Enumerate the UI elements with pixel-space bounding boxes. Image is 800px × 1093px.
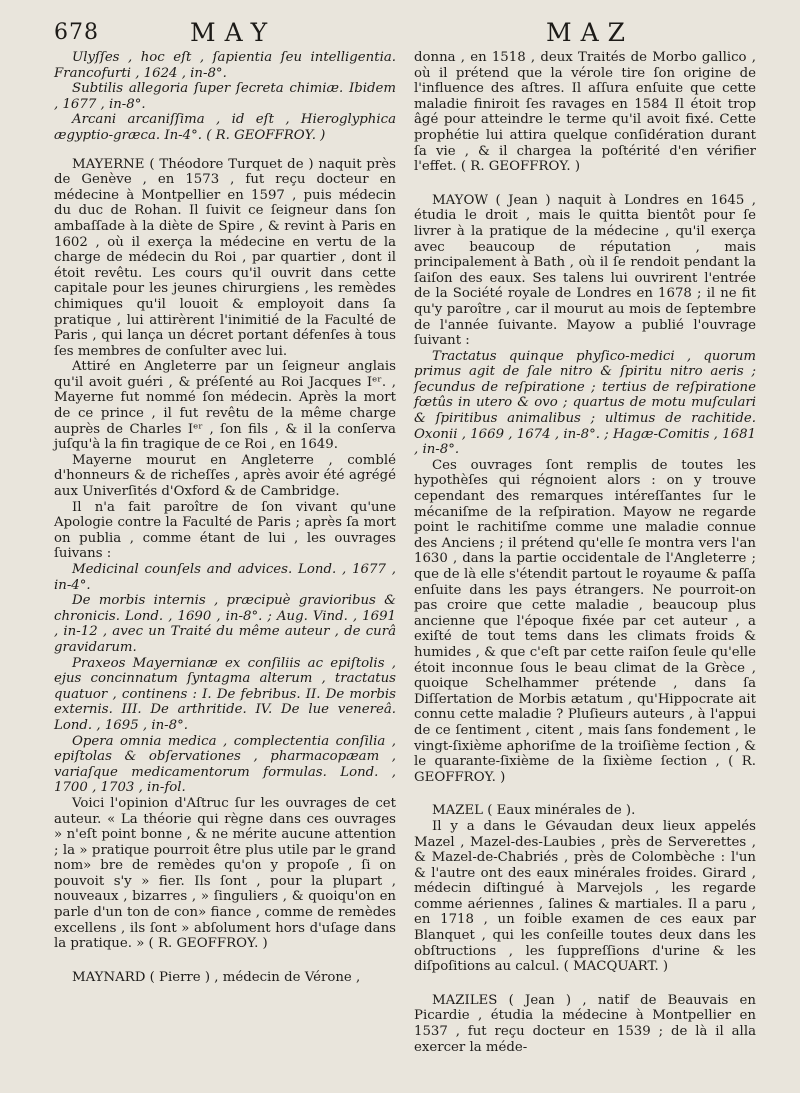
entry-paragraph: MAYOW ( Jean ) naquit à Londres en 1645 , étudia le droit , mais le quitta bientôt pour ſe livrer à la pratique de la médecine , qu'il exerça avec beaucoup de réputation , mais principalement à Bath , où il ſe rendoit pendant la ſaiſon des eaux. Ses talens lui ouvrirent l'entrée de la Société royale de Londres en 1678 ; il ne fit qu'y paroître , car il mourut au mois de ſeptembre de l'année ſuivante. Mayow a publié l'ouvrage ſuivant : bbox=[414, 192, 756, 349]
bibliography-item: Praxeos Mayernianæ ex conſiliis ac epiſtolis , ejus concinnatum ſyntagma alterum , tractatus quatuor , continens : I. De febribus. II. De morbis externis. III. De arthritide. IV. De lue venereâ. Lond. , 1695 , in-8°. bbox=[54, 655, 396, 733]
entry-paragraph: MAZILES ( Jean ) , natif de Beauvais en Picardie , étudia la médecine à Montpellier en 1537 , fut reçu docteur en 1539 ; de là il alla exercer la méde- bbox=[414, 992, 756, 1055]
entry-paragraph: MAYERNE ( Théodore Turquet de ) naquit près de Genève , en 1573 , fut reçu docteur en médecine à Montpellier en 1597 , puis médecin du duc de Rohan. Il ſuivit ce ſeigneur dans ſon ambaſſade à la diète de Spire , & revint à Paris en 1602 , où il exerça la médecine en vertu de la charge de médecin du Roi , par quartier , dont il étoit revêtu. Les cours qu'il ouvrit dans cette capitale pour les jeunes chirurgiens , les remèdes chimiques qu'il louoit & employoit dans ſa pratique , lui attirèrent l'inimitié de la Faculté de Paris , qui lança un décret portant défenſes à tous ſes membres de conſulter avec lui. bbox=[54, 156, 396, 359]
text-paragraph: Il y a dans le Gévaudan deux lieux appelés Mazel , Mazel-des-Laubies , près de Serverettes , & Mazel-de-Chabriés , près de Colombèche : l'un & l'autre ont des eaux minérales froides. Girard , médecin diſtingué à Marvejols , les regarde comme aériennes , ſalines & martiales. Il a paru , en 1718 , un foible examen de ces eaux par Blanquet , qui les conſeille toutes deux dans les obſtructions , les ſuppreſſions d'urine & les diſpoſitions au calcul. ( MACQUART. ) bbox=[414, 818, 756, 975]
bibliography-item: Medicinal counſels and advices. Lond. , 1677 , in-4°. bbox=[54, 562, 396, 593]
spacer bbox=[414, 975, 756, 993]
bibliography-item: Ulyſſes , hoc eſt , ſapientia ſeu intelligentia. Francofurti , 1624 , in-8°. bbox=[54, 50, 396, 81]
bibliography-item: Subtilis allegoria ſuper ſecreta chimiæ. Ibidem , 1677 , in-8°. bbox=[54, 81, 396, 112]
spacer bbox=[54, 144, 396, 157]
left-column bbox=[54, 50, 396, 985]
right-column bbox=[414, 50, 756, 1055]
entry-paragraph: MAYNARD ( Pierre ) , médecin de Vérone , bbox=[72, 969, 361, 985]
running-head-right: MAZ bbox=[546, 18, 635, 47]
text-paragraph: Mayerne mourut en Angleterre , comblé d'honneurs & de richeſſes , après avoir été agrégé aux Univerſités d'Oxford & de Cambridge. bbox=[54, 452, 396, 500]
page-number: 678 bbox=[54, 20, 99, 45]
spacer bbox=[414, 175, 756, 193]
bibliography-item: De morbis internis , præcipuè gravioribus & chronicis. Lond. , 1690 , in-8°. ; Aug. Vind. , 1691 , in-12 , avec un Traité du même auteur , de curâ gravidarum. bbox=[54, 593, 396, 655]
spacer bbox=[414, 785, 756, 803]
spacer bbox=[54, 952, 396, 970]
bibliography-item: Arcani arcaniſſima , id eſt , Hieroglyphica ægyptio-græca. In-4°. ( R. GEOFFROY. ) bbox=[54, 112, 396, 143]
bibliography-item: Tractatus quinque phyſico-medici , quorum primus agit de ſale nitro & ſpiritu nitro aeris ; ſecundus de reſpiratione ; tertius de reſpiratione fœtûs in utero & ovo ; quartus de motu muſculari & ſpiritibus animalibus ; ultimus de rachitide. Oxonii , 1669 , 1674 , in-8°. ; Hagæ-Comitis , 1681 , in-8°. bbox=[414, 348, 756, 458]
text-paragraph: Voici l'opinion d'Aſtruc ſur les ouvrages de cet auteur. « La théorie qui règne dans ces ouvrages » n'eſt point bonne , & ne mérite aucune attention ; la » pratique pourroit être plus utile par le grand nom» bre de remèdes qu'on y propoſe , ſi on pouvoit s'y » fier. Ils ſont , pour la plupart , nouveaux , bizarres , » ſinguliers , & quoiqu'on en parle d'un ton de con» fiance , comme de remèdes excellens , ils ſont » abſolument hors d'uſage dans la pratique. » ( R. GEOFFROY. ) bbox=[54, 795, 396, 952]
text-paragraph: donna , en 1518 , deux Traités de Morbo gallico , où il prétend que la vérole tire ſon origine de l'influence des aſtres. Il aſſura enſuite que cette maladie finiroit ſes ravages en 1584 Il étoit trop âgé pour atteindre le terme qu'il avoit fixé. Cette prophétie lui attira quelque conſidération durant ſa vie , & il chargea la poſtérité d'en vérifier l'effet. ( R. GEOFFROY. ) bbox=[414, 50, 756, 175]
entry-paragraph: MAZEL ( Eaux minérales de ). bbox=[432, 803, 636, 819]
bibliography-item: Opera omnia medica , complectentia conſilia , epiſtolas & obſervationes , pharmacopæam , variaſque medicamentorum formulas. Lond. , 1700 , 1703 , in-fol. bbox=[54, 733, 396, 796]
text-paragraph: Il n'a fait paroître de ſon vivant qu'une Apologie contre la Faculté de Paris ; après ſa mort on publia , comme étant de lui , les ouvrages ſuivans : bbox=[54, 499, 396, 562]
running-head-left: MAY bbox=[190, 18, 277, 47]
text-paragraph: Attiré en Angleterre par un ſeigneur anglais qu'il avoit guéri , & préſenté au Roi Jacques Iᵉʳ. , Mayerne fut nommé ſon médecin. Après la mort de ce prince , il fut revêtu de la même charge auprès de Charles Iᵉʳ , ſon fils , & il la conſerva juſqu'à la fin tragique de ce Roi , en 1649. bbox=[54, 359, 396, 453]
page-header bbox=[54, 14, 764, 50]
text-paragraph: Ces ouvrages ſont remplis de toutes les hypothèſes qui régnoient alors : on y trouve cependant des remarques intéreſſantes ſur le mécaniſme de la reſpiration. Mayow ne regarde point le rachitiſme comme une maladie connue des Anciens ; il prétend qu'elle ſe montra vers l'an 1630 , dans la partie occidentale de l'Angleterre ; que de là elle s'étendit partout le royaume & paſſa enſuite dans les pays étrangers. Ne pourroit-on pas croire que cette maladie , beaucoup plus ancienne que l'époque fixée par cet auteur , a exiſté de tout tems dans les climats froids & humides , & que c'eſt par cette raiſon ſeule qu'elle étoit inconnue ſous le beau climat de la Grèce , quoique Schelhammer prétende , dans ſa Diſſertation de Morbis ætatum , qu'Hippocrate ait connu cette maladie ? Pluſieurs auteurs , à l'appui de ce ſentiment , citent , mais ſans fondement , le vingt-ſixième aphoriſme de la troiſième ſection , & le quarante-ſixième de la ſixième ſection , ( R. GEOFFROY. ) bbox=[414, 457, 756, 785]
